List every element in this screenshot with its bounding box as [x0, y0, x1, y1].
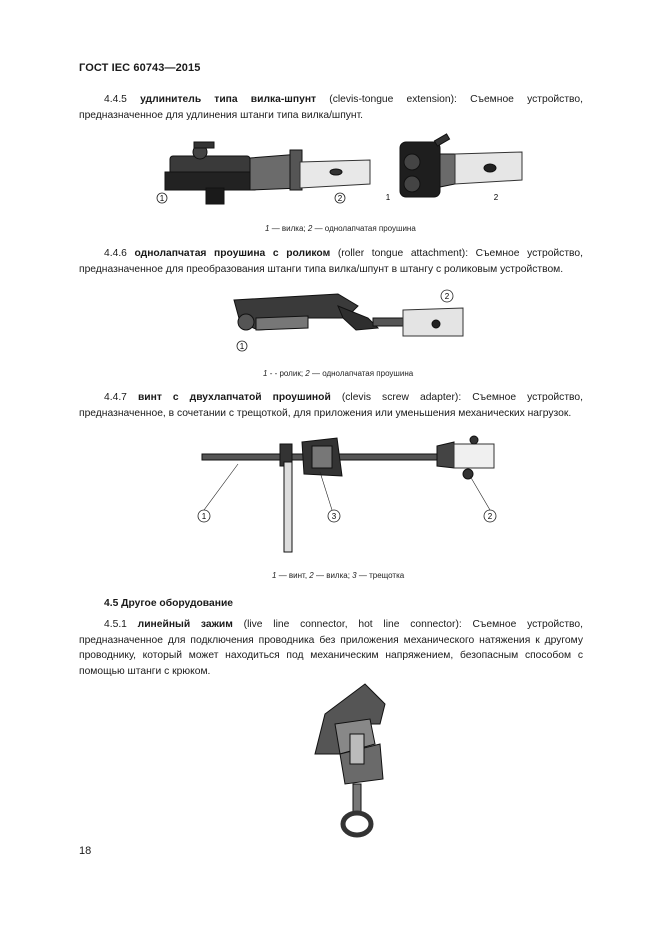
page-number: 18 — [79, 845, 92, 857]
callout-1-left — [157, 193, 167, 203]
callout-1 — [198, 510, 210, 522]
svg-text:1: 1 — [159, 194, 165, 203]
svg-text:1: 1 — [385, 193, 391, 202]
paragraph-4-4-5 — [79, 92, 583, 123]
figure-roller-tongue-attachment — [228, 288, 488, 358]
paragraph-4-4-6: 4.4.6 однолапчатая проушина с роликом (roller tongue attachment): Съемное устройство, предназначенное для преобразования штанги типа вилка/шпунт в штангу с роликовым устройством. — [79, 248, 583, 275]
section-heading-4-5: 4.5 Другое оборудование — [104, 598, 234, 609]
figure-clevis-screw-adapter — [192, 432, 502, 582]
svg-text:2: 2 — [487, 512, 493, 521]
callout-1-right — [386, 193, 391, 202]
paragraph-4-5-1: 4.5.1 линейный зажим (live line connector, hot line connector): Съемное устройство, предназначенное для подключения проводника без приложения механического натяжения к другому проводнику, который может находиться под механическим напряжением, безопасным способом с помощью штанги с крюком. — [79, 619, 583, 677]
caption-4-4-7: 1 — винт, 2 — вилка; 3 — трещотка — [272, 571, 405, 580]
svg-text:1: 1 — [239, 342, 245, 351]
svg-text:3: 3 — [331, 512, 337, 521]
paragraph-4-4-7: 4.4.7 винт с двухлапчатой проушиной (clevis screw adapter): Съемное устройство, предназначенное, в сочетании с трещоткой, для приложения или уменьшения механических нагрузок. — [79, 392, 583, 419]
svg-text:1: 1 — [201, 512, 207, 521]
callout-3 — [328, 510, 340, 522]
figure-live-line-connector — [295, 684, 405, 844]
item-text: (clevis-tongue extension): Съемное устройство, предназначенное для удлинения штанги типа вилка/шпунт. — [79, 94, 583, 121]
figure-clevis-tongue-extension — [150, 132, 530, 222]
right-device-photo — [400, 134, 522, 197]
document-header: ГОСТ IEC 60743—2015 — [79, 62, 201, 74]
caption-4-4-6: 1 - - ролик; 2 — однолапчатая проушина — [263, 369, 414, 378]
callout-2 — [484, 510, 496, 522]
caption-4-4-5: 1 — вилка; 2 — однолапчатая проушина — [265, 224, 416, 233]
callout-2-right — [494, 193, 499, 202]
callout-2 — [441, 290, 453, 302]
callout-1 — [237, 341, 247, 351]
svg-text:2: 2 — [337, 194, 343, 203]
item-term: удлинитель типа вилка-шпунт — [140, 94, 317, 105]
callout-2-left — [335, 193, 345, 203]
svg-text:2: 2 — [444, 292, 450, 301]
svg-text:2: 2 — [493, 193, 499, 202]
item-number: 4.4.5 — [104, 94, 127, 105]
